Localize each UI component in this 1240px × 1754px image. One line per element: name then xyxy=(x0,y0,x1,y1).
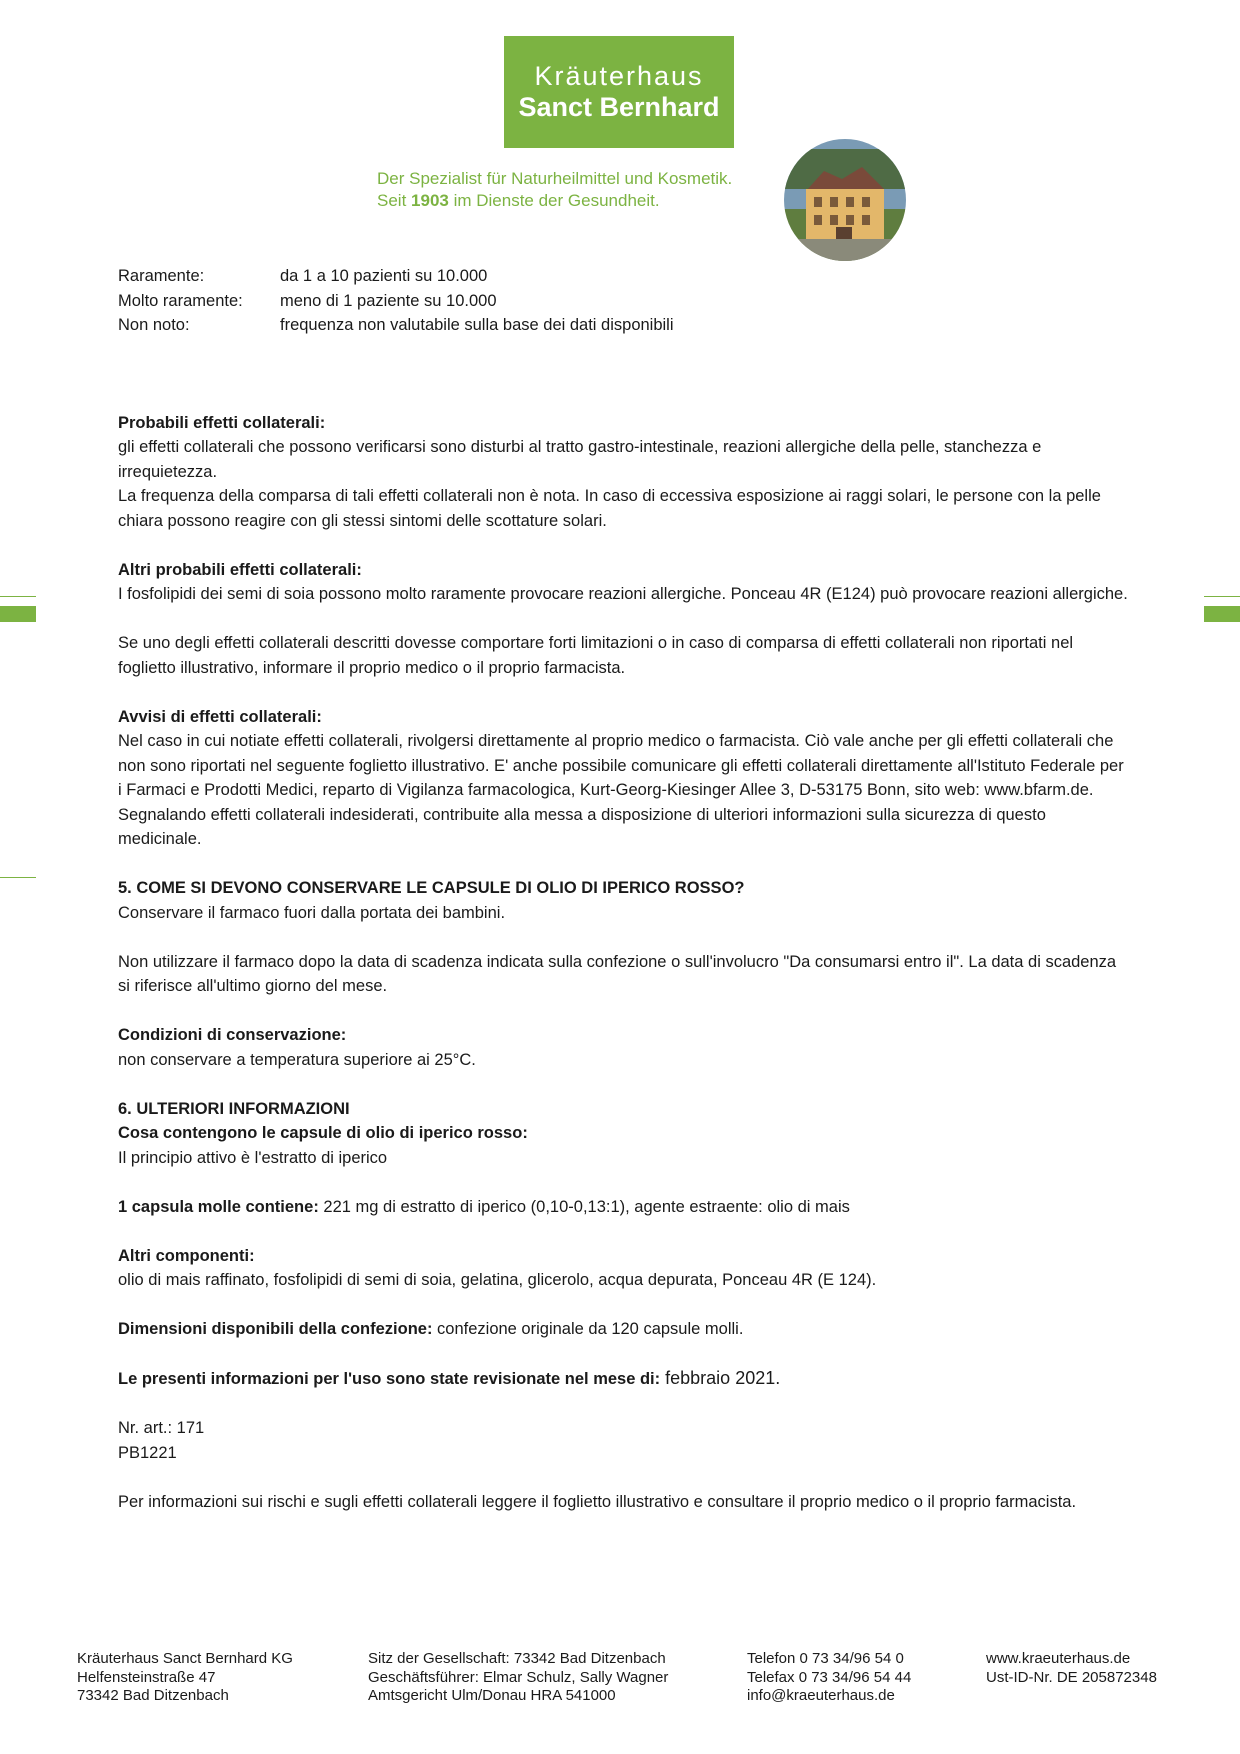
capsula-text: 221 mg di estratto di iperico (0,10-0,13:1), agente estraente: olio di mais xyxy=(318,1197,850,1216)
conservazione-heading: Condizioni di conservazione: xyxy=(118,1026,347,1044)
frequency-desc: meno di 1 paziente su 10.000 xyxy=(280,291,497,310)
footer-line: Sitz der Gesellschaft: 73342 Bad Ditzenbach xyxy=(368,1650,666,1667)
frequency-term: Molto raramente: xyxy=(118,291,243,310)
section-5-paragraph-2: Non utilizzare il farmaco dopo la data di scadenza indicata sulla confezione o sull'involucro "Da consumarsi entro il". La data di scadenza si riferisce all'ultimo giorno del mese. xyxy=(118,952,1117,995)
conservazione-paragraph: non conservare a temperatura superiore ai 25°C. xyxy=(118,1050,476,1069)
frequency-row xyxy=(118,289,1130,314)
footer-contact-column xyxy=(747,1650,911,1706)
tagline-line2 xyxy=(377,190,777,212)
frequency-desc: da 1 a 10 pazienti su 10.000 xyxy=(280,267,488,285)
section-5-paragraph-1: Conservare il farmaco fuori dalla portata dei bambini. xyxy=(118,903,506,922)
left-punch-line xyxy=(0,877,36,878)
revisione-label: Le presenti informazioni per l'uso sono state revisionate nel mese di: xyxy=(118,1370,661,1388)
section-6-paragraph: Il principio attivo è l'estratto di iperico xyxy=(118,1148,388,1167)
dimensioni-line xyxy=(118,1317,1130,1342)
componenti-heading: Altri componenti: xyxy=(118,1246,255,1265)
section-5-heading: 5. COME SI DEVONO CONSERVARE LE CAPSULE DI OLIO DI IPERICO ROSSO? xyxy=(118,879,745,897)
limitazioni-paragraph: Se uno degli effetti collaterali descritti dovesse comportare forti limitazioni o in caso di comparsa di effetti collaterali non riportati nel foglietto illustrativo, informare il proprio medico o il proprio farmacista. xyxy=(118,634,1074,677)
footer-line: Ust-ID-Nr. DE 205872348 xyxy=(986,1668,1157,1686)
tagline-line1: Der Spezialist für Naturheilmittel und Kosmetik. xyxy=(377,169,733,188)
company-tagline xyxy=(377,168,777,212)
footer-line: 73342 Bad Ditzenbach xyxy=(77,1687,229,1704)
tagline-post: im Dienste der Gesundheit. xyxy=(448,191,660,210)
frequency-term: Non noto: xyxy=(118,316,190,334)
frequency-row xyxy=(118,264,1130,289)
probabili-heading: Probabili effetti collaterali: xyxy=(118,413,326,432)
dimensioni-text: confezione originale da 120 capsule molli. xyxy=(432,1320,744,1338)
company-logo xyxy=(504,36,734,148)
tagline-year: 1903 xyxy=(411,191,449,210)
revisione-text: febbraio 2021. xyxy=(660,1368,781,1388)
footer-company-column xyxy=(77,1650,293,1706)
leaflet-body xyxy=(118,264,1130,1514)
dimensioni-label: Dimensioni disponibili della confezione: xyxy=(118,1320,433,1338)
avvisi-heading: Avvisi di effetti collaterali: xyxy=(118,707,322,726)
footer-legal-column xyxy=(368,1650,668,1706)
frequency-desc: frequenza non valutabile sulla base dei dati disponibili xyxy=(280,316,674,334)
logo-line1: Kräuterhaus xyxy=(534,61,704,91)
footer-line: www.kraeuterhaus.de xyxy=(986,1650,1131,1667)
footer-line: Geschäftsführer: Elmar Schulz, Sally Wagner xyxy=(368,1668,669,1686)
footer-line: Kräuterhaus Sanct Bernhard KG xyxy=(77,1650,293,1667)
frequency-term: Raramente: xyxy=(118,267,205,285)
footer-line: Helfensteinstraße 47 xyxy=(77,1668,216,1686)
revisione-line xyxy=(118,1366,1130,1392)
final-paragraph: Per informazioni sui rischi e sugli effetti collaterali leggere il foglietto illustrativo e consultare il proprio medico o il proprio farmacista. xyxy=(118,1492,1077,1511)
tagline-pre: Seit xyxy=(377,191,412,210)
right-fold-mark xyxy=(1204,606,1240,622)
avvisi-paragraph-2: Segnalando effetti collaterali indesiderati, contribuite alla messa a disposizione di ulteriori informazioni sulla sicurezza di questo medicinale. xyxy=(118,805,1046,848)
section-6-subheading: Cosa contengono le capsule di olio di iperico rosso: xyxy=(118,1124,528,1142)
altri-heading: Altri probabili effetti collaterali: xyxy=(118,560,362,579)
avvisi-paragraph-1: Nel caso in cui notiate effetti collaterali, rivolgersi direttamente al proprio medico o farmacista. Ciò vale anche per gli effetti collaterali che non sono riportati nel seguente foglietto illustrativo. E' anche possibile comunicare gli effetti collaterali direttamente all'Istituto Federale per i Farmaci e Prodotti Medici, reparto di Vigilanza farmacologica, Kurt-Georg-Kiesinger Allee 3, D-53175 Bonn, sito web: www.bfarm.de. xyxy=(118,732,1124,799)
left-fold-line xyxy=(0,596,36,597)
altri-paragraph: I fosfolipidi dei semi di soia possono molto raramente provocare reazioni allergiche. Ponceau 4R (E124) può provocare reazioni allergiche. xyxy=(118,585,1128,603)
right-fold-line xyxy=(1204,596,1240,597)
footer-line: Amtsgericht Ulm/Donau HRA 541000 xyxy=(368,1687,616,1704)
probabili-paragraph-2: La frequenza della comparsa di tali effetti collaterali non è nota. In caso di eccessiva esposizione ai raggi solari, le persone con la pelle chiara possono reagire con gli stessi sintomi delle scottature solari. xyxy=(118,487,1101,530)
logo-line2: Sanct Bernhard xyxy=(518,92,720,122)
section-6-heading: 6. ULTERIORI INFORMAZIONI xyxy=(118,1099,350,1118)
footer-line: info@kraeuterhaus.de xyxy=(747,1687,895,1704)
footer-web-column xyxy=(986,1650,1157,1687)
left-fold-mark xyxy=(0,606,36,622)
building-photo xyxy=(784,139,906,261)
probabili-paragraph-1: gli effetti collaterali che possono verificarsi sono disturbi al tratto gastro-intestinale, reazioni allergiche della pelle, stanchezza e irrequietezza. xyxy=(118,438,1042,481)
footer-line: Telefax 0 73 34/96 54 44 xyxy=(747,1668,912,1686)
pb-code: PB1221 xyxy=(118,1443,177,1462)
capsula-line xyxy=(118,1195,1130,1220)
article-number: Nr. art.: 171 xyxy=(118,1419,205,1437)
frequency-row xyxy=(118,313,1130,338)
componenti-paragraph: olio di mais raffinato, fosfolipidi di semi di soia, gelatina, glicerolo, acqua depurata, Ponceau 4R (E 124). xyxy=(118,1271,877,1289)
capsula-label: 1 capsula molle contiene: xyxy=(118,1197,319,1216)
footer-line: Telefon 0 73 34/96 54 0 xyxy=(747,1650,904,1667)
